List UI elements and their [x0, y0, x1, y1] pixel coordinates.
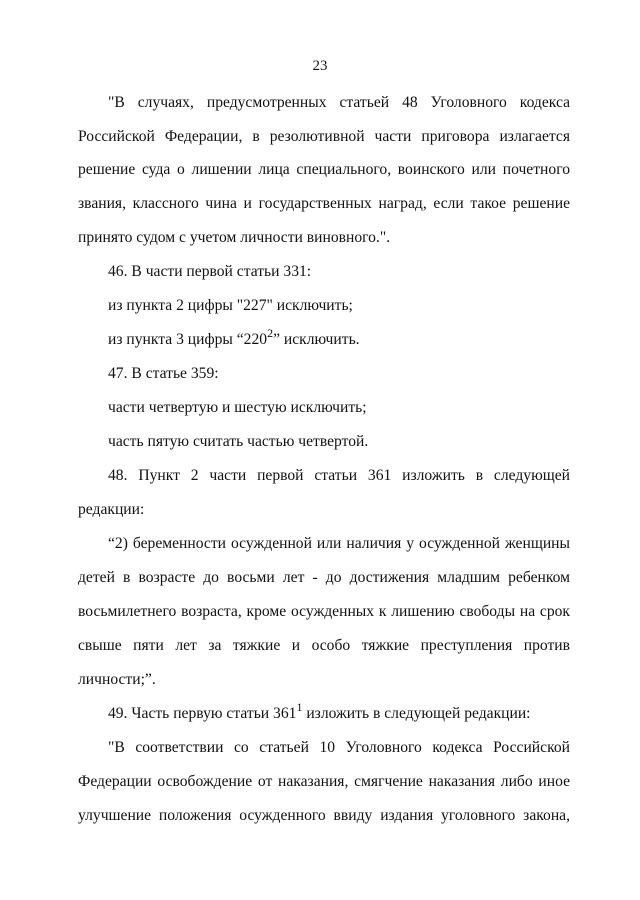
- paragraph-line: восьмилетнего возраста, кроме осужденных к лишению свободы на срок: [78, 603, 570, 620]
- item-heading: 46. В части первой статьи 331:: [108, 263, 312, 280]
- paragraph-line: принято судом с учетом личности виновного.".: [78, 229, 391, 246]
- paragraph-line: звания, классного чина и государственных наград, если такое решение: [78, 195, 570, 212]
- item-heading: 47. В статье 359:: [108, 365, 219, 382]
- paragraph-line: [108, 326, 600, 350]
- text-fragment: 49. Часть первую статьи 361: [108, 705, 297, 722]
- paragraph-line: "В случаях, предусмотренных статьей 48 Уголовного кодекса: [108, 94, 570, 111]
- paragraph-line: “2) беременности осужденной или наличия у осужденной женщины: [108, 535, 570, 552]
- paragraph-line: решение суда о лишении лица специального, воинского или почетного: [78, 161, 570, 178]
- page-number: 23: [312, 58, 328, 74]
- paragraph-line: часть пятую считать частью четвертой.: [108, 433, 369, 450]
- paragraph-line: из пункта 2 цифры "227" исключить;: [108, 297, 353, 314]
- text-fragment: из пункта 3 цифры “220: [108, 331, 268, 348]
- superscript: 1: [296, 700, 303, 714]
- paragraph-line: Российской Федерации, в резолютивной части приговора излагается: [78, 128, 570, 145]
- text-fragment: ” исключить.: [273, 331, 360, 348]
- paragraph-line: "В соответствии со статьей 10 Уголовного кодекса Российской: [108, 739, 570, 756]
- paragraph-line: Федерации освобождение от наказания, смягчение наказания либо иное: [78, 773, 570, 790]
- text-fragment: изложить в следующей редакции:: [302, 705, 531, 722]
- paragraph-line: свыше пяти лет за тяжкие и особо тяжкие преступления против: [78, 637, 570, 654]
- paragraph-line: редакции:: [78, 501, 145, 518]
- item-heading: [108, 700, 600, 724]
- paragraph-line: детей в возрасте до восьми лет - до достижения младшим ребенком: [78, 569, 570, 586]
- item-heading: 48. Пункт 2 части первой статьи 361 изложить в следующей: [108, 467, 570, 484]
- paragraph-line: улучшение положения осужденного ввиду издания уголовного закона,: [78, 807, 570, 824]
- superscript: 2: [267, 326, 274, 340]
- paragraph-line: части четвертую и шестую исключить;: [108, 399, 367, 416]
- paragraph-line: личности;”.: [78, 671, 156, 688]
